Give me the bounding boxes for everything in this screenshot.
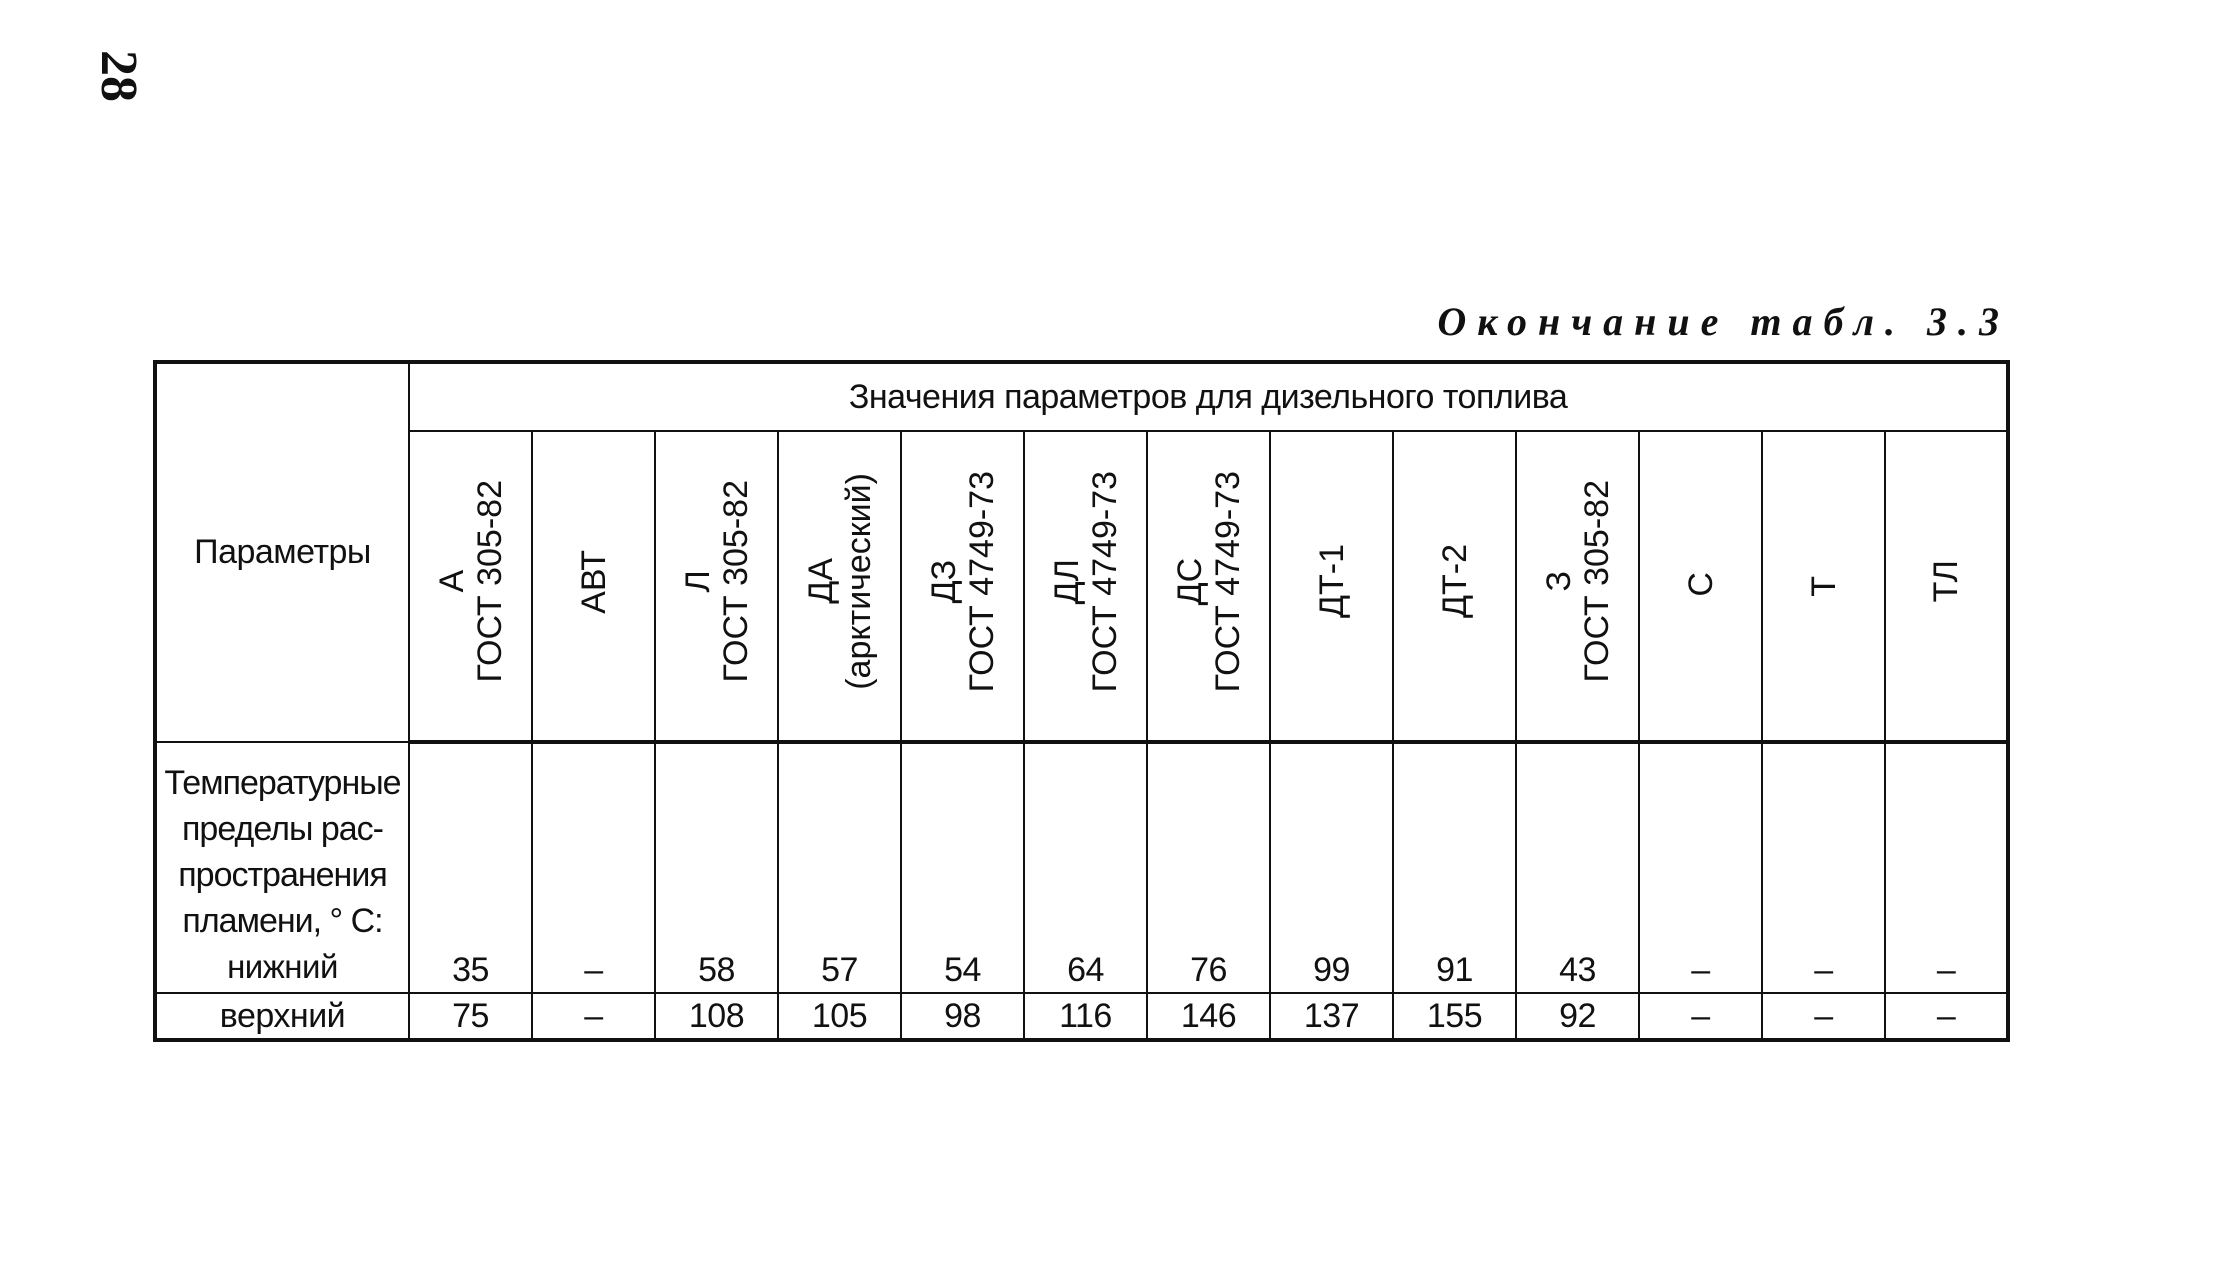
value-cell: – — [1639, 993, 1762, 1040]
value-cell: – — [532, 742, 655, 993]
column-header: З ГОСТ 305-82 — [1516, 431, 1639, 742]
column-header: ДЗ ГОСТ 4749-73 — [901, 431, 1024, 742]
value-cell: 91 — [1393, 742, 1516, 993]
value-cell: 155 — [1393, 993, 1516, 1040]
table-row — [155, 742, 2008, 993]
value-cell: – — [1762, 993, 1885, 1040]
value-cell: 58 — [655, 742, 778, 993]
column-header: С — [1639, 431, 1762, 742]
column-header: ДС ГОСТ 4749-73 — [1147, 431, 1270, 742]
table-caption: Окончание табл. 3.3 — [1437, 299, 2010, 344]
parameters-table — [153, 360, 2010, 1042]
param-header: Параметры — [155, 362, 409, 742]
value-cell: 43 — [1516, 742, 1639, 993]
value-cell: 75 — [409, 993, 532, 1040]
value-cell: 76 — [1147, 742, 1270, 993]
column-header: ТЛ — [1885, 431, 2008, 742]
value-cell: – — [532, 993, 655, 1040]
value-cell: 105 — [778, 993, 901, 1040]
value-cell: 137 — [1270, 993, 1393, 1040]
value-cell: 64 — [1024, 742, 1147, 993]
value-cell: 98 — [901, 993, 1024, 1040]
value-cell: 99 — [1270, 742, 1393, 993]
value-cell: 35 — [409, 742, 532, 993]
value-cell: 146 — [1147, 993, 1270, 1040]
value-cell: 57 — [778, 742, 901, 993]
column-header: ДТ-2 — [1393, 431, 1516, 742]
page-number: 28 — [90, 50, 147, 102]
column-header: Л ГОСТ 305-82 — [655, 431, 778, 742]
value-cell: 54 — [901, 742, 1024, 993]
column-header: АВТ — [532, 431, 655, 742]
value-cell: 92 — [1516, 993, 1639, 1040]
row-label-lower: нижний — [227, 948, 338, 985]
table-row — [155, 993, 2008, 1040]
value-cell: – — [1885, 742, 2008, 993]
value-cell: – — [1639, 742, 1762, 993]
column-header: Т — [1762, 431, 1885, 742]
value-cell: – — [1885, 993, 2008, 1040]
value-cell: – — [1762, 742, 1885, 993]
value-cell: 116 — [1024, 993, 1147, 1040]
group-header: Значения параметров для дизельного топлива — [409, 362, 2008, 431]
value-cell: 108 — [655, 993, 778, 1040]
column-header: ДТ-1 — [1270, 431, 1393, 742]
column-header: ДЛ ГОСТ 4749-73 — [1024, 431, 1147, 742]
param-cell: Температурные пределы рас- пространения пламени, ° С: нижний — [155, 742, 409, 993]
column-header: ДА (арктический) — [778, 431, 901, 742]
column-header: А ГОСТ 305-82 — [409, 431, 532, 742]
row-label-upper: верхний — [155, 993, 409, 1040]
